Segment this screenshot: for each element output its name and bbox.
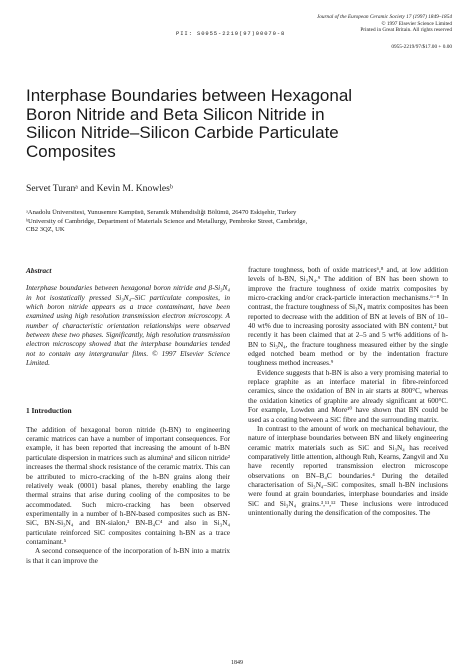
title-line: Interphase Boundaries between Hexagonal xyxy=(26,86,353,105)
body-paragraph: The addition of hexagonal boron nitride (h-BN) to engineering ceramic matrices can have a number of important consequences. For example, it has been reported that increasing the amount of h-BN particulate dispersion in matrices such as alumina¹ and silicon nitride² increases the thermal shock resistance of the ceramic matrix. This can be attributed to micro-cracking of the h-BN grains along their relatively weak (0001) basal planes, thereby enabling the large thermal strains that arise during cooling of the composites to be accommodated. Such micro-cracking has been observed experimentally in a number of h-BN-based composites such as BN-SiC, BN-Si₃N₄ and BN-sialon,³ BN-B₄C⁴ and also in Si₃N₄ particulate reinforced SiC composites containing h-BN as a trace contaminant.⁵ xyxy=(26,425,230,546)
affiliation-line: ᵇUniversity of Cambridge, Department of Materials Science and Metallurgy, Pembroke Street, Cambridge, xyxy=(26,217,308,225)
pii-code: PII: S0955-2219(97)00070-8 xyxy=(176,30,286,37)
title-line: Composites xyxy=(26,141,116,161)
title-line: Silicon Nitride–Silicon Carbide Particulate xyxy=(26,123,339,143)
body-paragraph: In contrast to the amount of work on mechanical behaviour, the nature of interphase boundaries between BN and likely engineering ceramic matrix materials such as SiC and Si₃N₄ has received comparatively little attention, although Ruh, Kearns, Zangvil and Xu have recently reported transmission electron microscope observations on BN–B₄C boundaries.⁴ During the detailed characterisation of Si₃N₄–SiC composites, small h-BN inclusions were found at grain boundaries, interphase boundaries and inside SiC and Si₃N₄ grains.³,¹¹,¹² These inclusions were introduced unintentionally during the densification of the composites. The xyxy=(248,424,448,517)
left-column xyxy=(26,266,230,566)
paper-title xyxy=(26,87,446,161)
abstract-text: Interphase boundaries between hexagonal boron nitride and β-Si₃N₄ in hot isostatically pressed Si₃N₄–SiC particulate composites, in which boron nitride appears as a trace contaminant, have been examined using high resolution transmission electron microscopy. A number of characteristic orientation relationships were observed between these two phases. Significantly, high resolution transmission electron microscopy showed that the interphase boundaries tended not to contain any intergranular films. © 1997 Elsevier Science Limited. xyxy=(26,284,230,368)
issn-price: 0955-2219/97/$17.00 + 0.00 xyxy=(391,44,452,50)
affiliation-line: ᵃAnadolu Üniversitesi, Yunusemre Kampüsü, Seramik Mühendisliği Bölümü, 26470 Eskişehir, Turkey xyxy=(26,209,297,216)
author-list: Servet Turanᵃ and Kevin M. Knowlesᵇ xyxy=(26,183,173,194)
body-paragraph: fracture toughness, both of oxide matrices⁶,⁸ and, at low addition levels of h-BN, Si₃N₄.⁹ The addition of BN has been shown to improve the fracture toughness of oxide matrix composites by micro-cracking and/or crack-particle interaction mechanisms.⁶⁻⁸ In contrast, the fracture toughness of Si₃N₄ matrix composites has been reported to decrease with the addition of BN at levels of BN of 10–40 wt% due to increasing porosity associated with BN content,² but recently it has been claimed that at 2–5 and 5 wt% additions of h-BN to Si₃N₄, the fracture toughness measured either by the single edged notched beam method or by the indentation fracture toughness method increases.⁹ xyxy=(248,266,448,368)
right-column xyxy=(248,266,448,518)
journal-line: Printed in Great Britain. All rights reserved xyxy=(360,27,452,34)
page-number: 1849 xyxy=(231,660,243,666)
abstract-heading: Abstract xyxy=(26,266,52,275)
affiliations xyxy=(26,209,456,235)
journal-info xyxy=(282,14,452,34)
journal-line: Journal of the European Ceramic Society 17 (1997) 1849–1854 xyxy=(316,14,452,20)
journal-line: © 1997 Elsevier Science Limited xyxy=(381,20,452,27)
section-heading: 1 Introduction xyxy=(26,406,72,416)
body-paragraph: A second consequence of the incorporation of h-BN into a matrix is that it can improve the xyxy=(26,547,230,565)
title-line: Boron Nitride and Beta Silicon Nitride in xyxy=(26,104,325,124)
affiliation-line: CB2 3QZ, UK xyxy=(26,226,65,234)
body-paragraph: Evidence suggests that h-BN is also a very promising material to replace graphite as an interface material in fibre-reinforced ceramics, since the oxidation of BN in air starts at 800°C, whereas the oxidation kinetics of graphite are already significant at 600°C. For example, Lowden and More¹⁰ have shown that BN could be used as a coating between a SiC fibre and the surrounding matrix. xyxy=(248,368,448,424)
